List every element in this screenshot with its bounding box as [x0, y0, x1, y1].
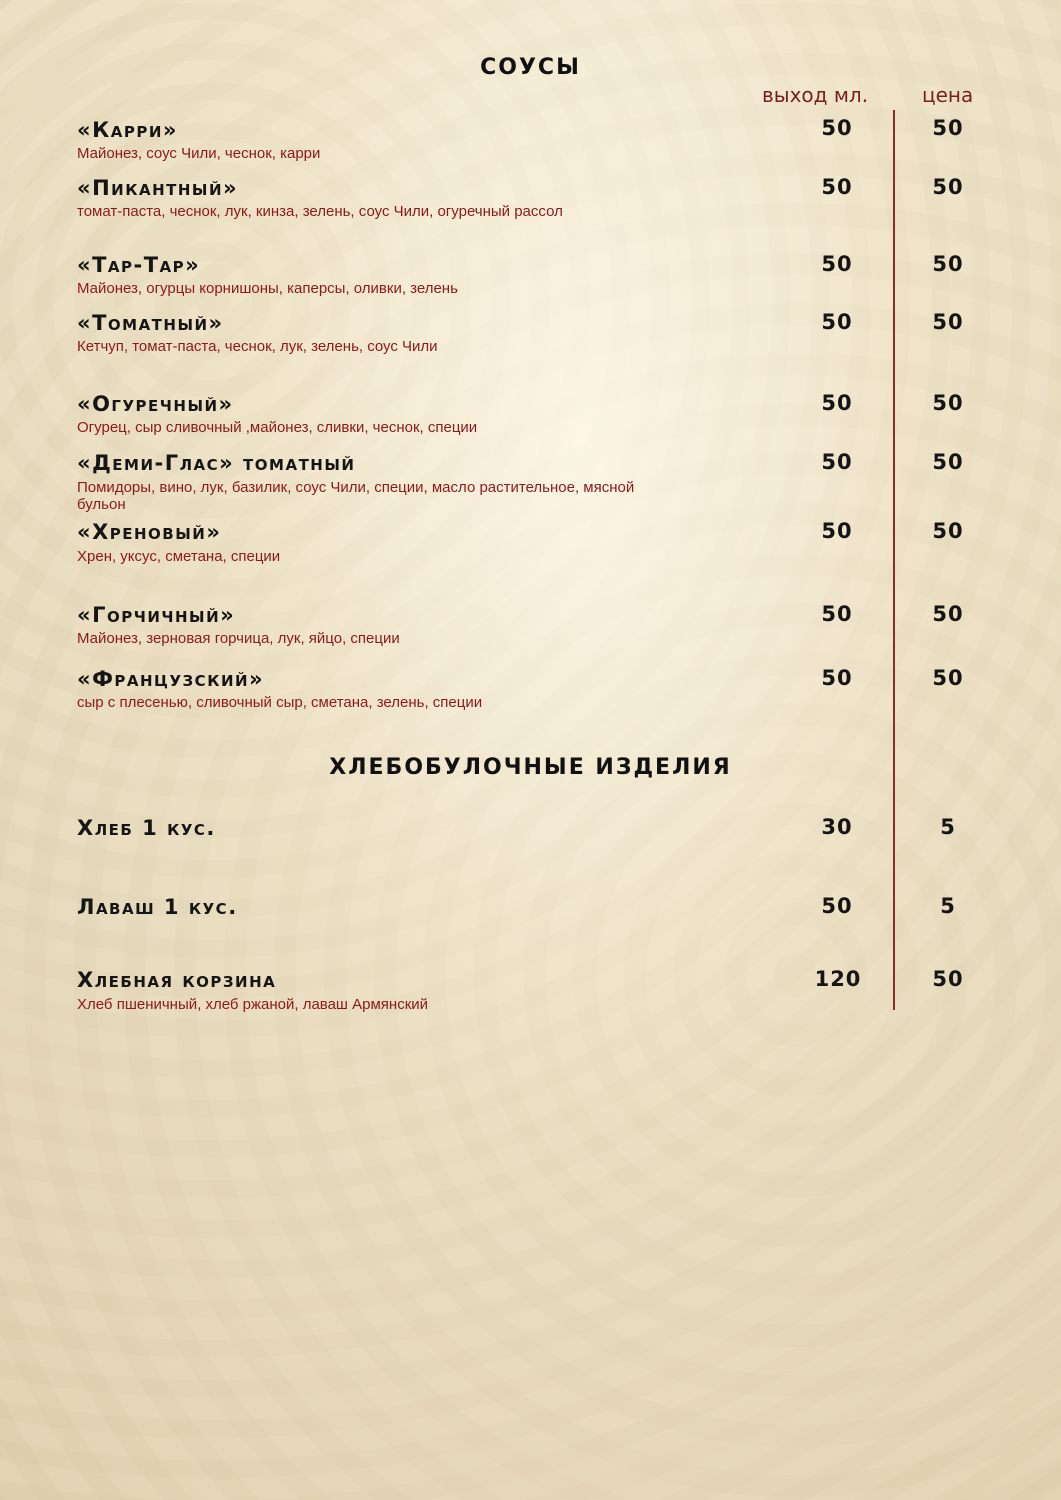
menu-item-price: 50: [932, 450, 964, 474]
column-divider: [893, 110, 895, 1010]
menu-item-price: 50: [932, 252, 964, 276]
sauces-section-title: СОУСЫ: [480, 55, 581, 80]
menu-item-quantity: 50: [821, 519, 853, 543]
menu-item-quantity: 50: [821, 666, 853, 690]
menu-item-price: 50: [932, 602, 964, 626]
qty-column-header: выход мл.: [762, 83, 869, 107]
bakery-section-title: ХЛЕБОБУЛОЧНЫЕ ИЗДЕЛИЯ: [329, 755, 732, 780]
menu-item-price: 50: [932, 666, 964, 690]
menu-item-quantity: 50: [821, 391, 853, 415]
menu-item-quantity: 30: [821, 815, 853, 839]
menu-item-description: Майонез, огурцы корнишоны, каперсы, оливки, зелень: [77, 280, 458, 297]
menu-item-name: Хлеб 1 кус.: [77, 816, 216, 840]
menu-item-name: «Огуречный»: [77, 392, 234, 416]
menu-item-name: Хлебная корзина: [77, 968, 277, 992]
menu-item-name: «Карри»: [77, 118, 178, 142]
menu-item-price: 50: [932, 116, 964, 140]
menu-item-name: «Французский»: [77, 667, 265, 691]
menu-item-quantity: 50: [821, 175, 853, 199]
menu-item-name: «Томатный»: [77, 311, 224, 335]
menu-item-description: Огурец, сыр сливочный ,майонез, сливки, чеснок, специи: [77, 419, 478, 436]
menu-item-name: «Деми-Глас» томатный: [77, 451, 356, 475]
menu-item-price: 50: [932, 391, 964, 415]
menu-item-description: сыр с плесенью, сливочный сыр, сметана, зелень, специи: [77, 694, 483, 711]
menu-item-name: Лаваш 1 кус.: [77, 895, 238, 919]
menu-item-name: «Горчичный»: [77, 603, 236, 627]
menu-item-price: 50: [932, 310, 964, 334]
menu-item-quantity: 50: [821, 116, 853, 140]
menu-item-description: Помидоры, вино, лук, базилик, соус Чили, специи, масло растительное, мясной бульон: [77, 479, 635, 513]
menu-item-description: Майонез, соус Чили, чеснок, карри: [77, 145, 321, 162]
menu-item-quantity: 50: [821, 310, 853, 334]
menu-item-price: 5: [940, 815, 956, 839]
menu-item-price: 50: [932, 175, 964, 199]
menu-item-description: Хрен, уксус, сметана, специи: [77, 548, 281, 565]
price-column-header: цена: [922, 83, 974, 107]
menu-item-description: Кетчуп, томат-паста, чеснок, лук, зелень, соус Чили: [77, 338, 438, 355]
menu-item-quantity: 50: [821, 450, 853, 474]
menu-item-quantity: 120: [814, 967, 862, 991]
menu-item-quantity: 50: [821, 602, 853, 626]
menu-item-name: «Пикантный»: [77, 176, 239, 200]
menu-item-name: «Тар-Тар»: [77, 253, 201, 277]
menu-item-price: 50: [932, 967, 964, 991]
menu-item-quantity: 50: [821, 252, 853, 276]
menu-item-quantity: 50: [821, 894, 853, 918]
menu-item-price: 50: [932, 519, 964, 543]
menu-item-description: Майонез, зерновая горчица, лук, яйцо, специи: [77, 630, 400, 647]
menu-item-description: Хлеб пшеничный, хлеб ржаной, лаваш Армянский: [77, 996, 429, 1013]
menu-item-description: томат-паста, чеснок, лук, кинза, зелень, соус Чили, огуречный рассол: [77, 203, 563, 220]
menu-item-price: 5: [940, 894, 956, 918]
menu-item-name: «Хреновый»: [77, 520, 222, 544]
